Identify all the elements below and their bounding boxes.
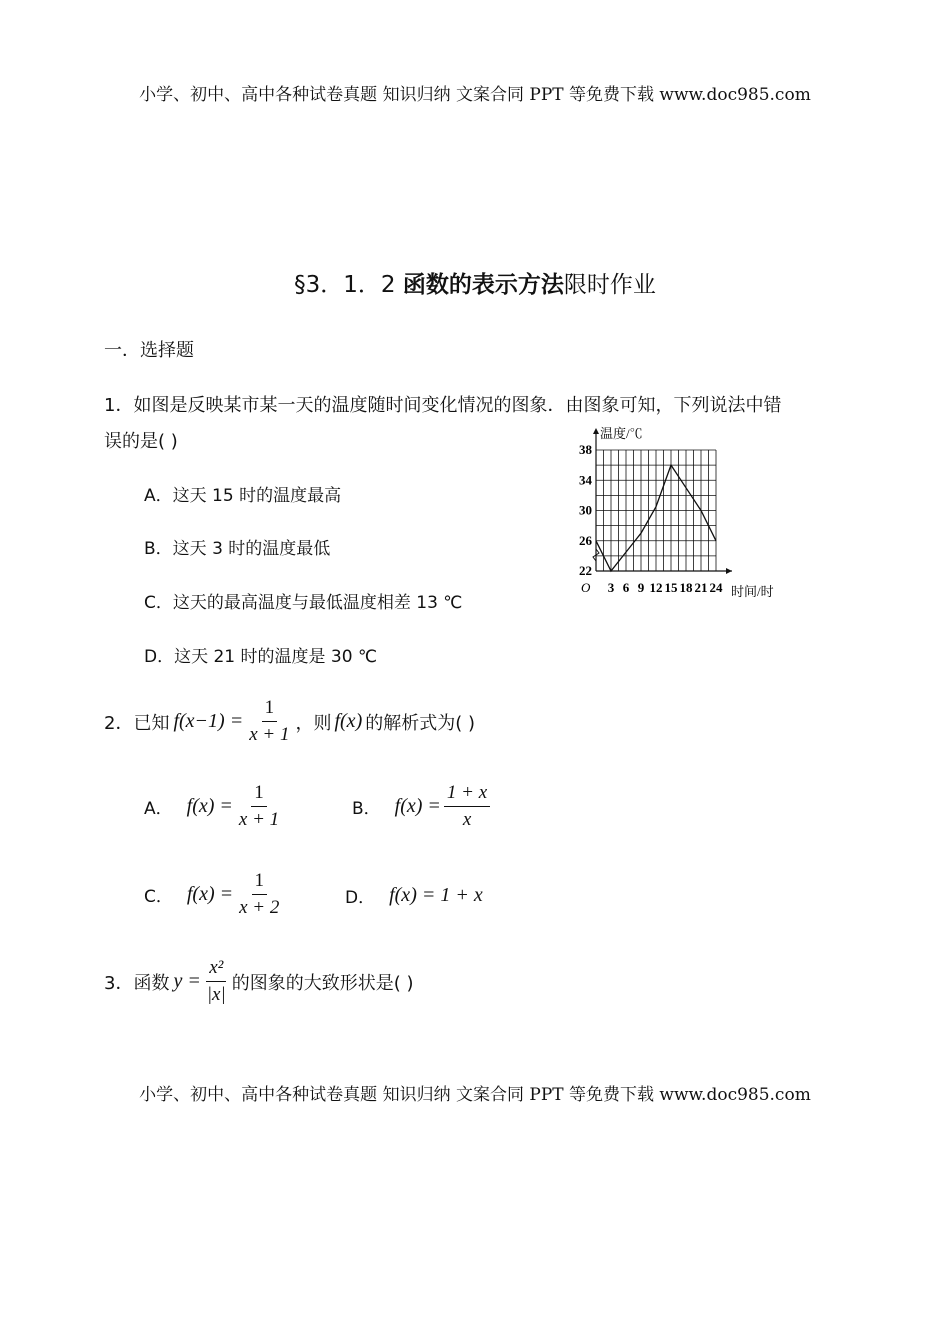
page-title	[0, 266, 950, 299]
q1-stem-line2: 误的是( )	[104, 431, 178, 452]
q2-option-c-lhs: f(x) =	[186, 883, 234, 905]
q3-denominator: |x|	[206, 984, 226, 1005]
q2-numerator: 1	[262, 697, 278, 722]
chart-xlabel: 时间/时	[731, 584, 774, 599]
x-tick-label: 18	[679, 580, 693, 595]
q3-fraction	[204, 957, 229, 1006]
x-tick-label: 3	[607, 580, 615, 595]
title-suffix: 限时作业	[563, 272, 656, 298]
q3-stem	[104, 957, 414, 1006]
page-header: 小学、初中、高中各种试卷真题 知识归纳 文案合同 PPT 等免费下载 www.doc985.com	[139, 85, 811, 105]
q2-option-a-den: x + 1	[238, 809, 280, 830]
x-tick-label: 12	[649, 580, 663, 595]
q1-option-b: B．这天 3 时的温度最低	[144, 539, 331, 559]
chart-origin-label: O	[581, 580, 591, 595]
q2-option-a-fraction	[236, 782, 282, 831]
y-tick-label: 26	[579, 532, 592, 548]
q2-stem	[104, 697, 475, 746]
q3-numerator: x²	[206, 957, 226, 982]
page-footer: 小学、初中、高中各种试卷真题 知识归纳 文案合同 PPT 等免费下载 www.doc985.com	[139, 1085, 811, 1105]
q2-denominator: x + 1	[249, 724, 290, 745]
q3-lhs: y =	[173, 970, 201, 992]
temperature-chart	[560, 422, 800, 607]
chart-grid	[596, 450, 716, 571]
q3-suffix: 的图象的大致形状是( )	[231, 972, 414, 994]
q1-option-c: C．这天的最高温度与最低温度相差 13 ℃	[144, 593, 463, 613]
x-tick-label: 6	[622, 580, 630, 595]
q2-prefix: 2．已知	[104, 712, 170, 734]
q2-fx: f(x)	[334, 710, 363, 732]
y-tick-label: 22	[579, 563, 592, 578]
x-axis-arrow-icon	[726, 568, 732, 574]
y-tick-label: 38	[579, 442, 592, 457]
q1-stem-line1: 1．如图是反映某市某一天的温度随时间变化情况的图象．由图象可知，下列说法中错	[104, 395, 782, 416]
q2-suffix: 的解析式为( )	[365, 712, 476, 734]
q2-option-c	[144, 870, 285, 919]
x-tick-label: 15	[664, 580, 678, 595]
q2-mid: ，则	[295, 712, 332, 734]
q1-option-d: D．这天 21 时的温度是 30 ℃	[144, 647, 378, 667]
q2-lhs: f(x−1) =	[173, 710, 244, 732]
q2-option-a-num: 1	[251, 782, 267, 807]
x-tick-label: 21	[694, 580, 708, 595]
y-axis-arrow-icon	[593, 428, 599, 434]
q2-option-a-label: A．	[144, 799, 173, 819]
title-bold: 函数的表示方法	[402, 272, 564, 298]
x-tick-label: 9	[637, 580, 645, 595]
chart-ylabel: 温度/℃	[600, 426, 643, 441]
q2-option-b-fraction	[444, 782, 490, 831]
q2-option-a-lhs: f(x) =	[186, 795, 233, 817]
q3-prefix: 3．函数	[104, 972, 170, 994]
q1-option-a: A．这天 15 时的温度最高	[144, 486, 342, 506]
q2-option-d-expr: f(x) = 1 + x	[389, 884, 483, 906]
q2-option-b-label: B．	[352, 799, 381, 819]
q2-option-d-label: D．	[345, 888, 376, 908]
q2-option-c-num: 1	[252, 870, 268, 895]
section-heading: 一．选择题	[104, 340, 194, 361]
q2-option-b-num: 1 + x	[444, 782, 490, 807]
q2-option-b	[352, 782, 493, 831]
y-tick-label: 30	[579, 502, 592, 518]
q2-fraction	[246, 697, 292, 746]
q2-option-c-label: C．	[144, 887, 173, 907]
q2-option-c-den: x + 2	[239, 897, 280, 918]
q2-option-a	[144, 782, 285, 831]
title-prefix: §3．1．2	[294, 272, 403, 298]
y-tick-label: 34	[579, 472, 592, 488]
q2-option-c-fraction	[236, 870, 282, 919]
x-tick-label: 24	[709, 580, 723, 595]
q2-option-d	[345, 883, 483, 908]
q2-option-b-den: x	[462, 809, 472, 830]
q2-option-b-lhs: f(x) =	[394, 795, 441, 817]
